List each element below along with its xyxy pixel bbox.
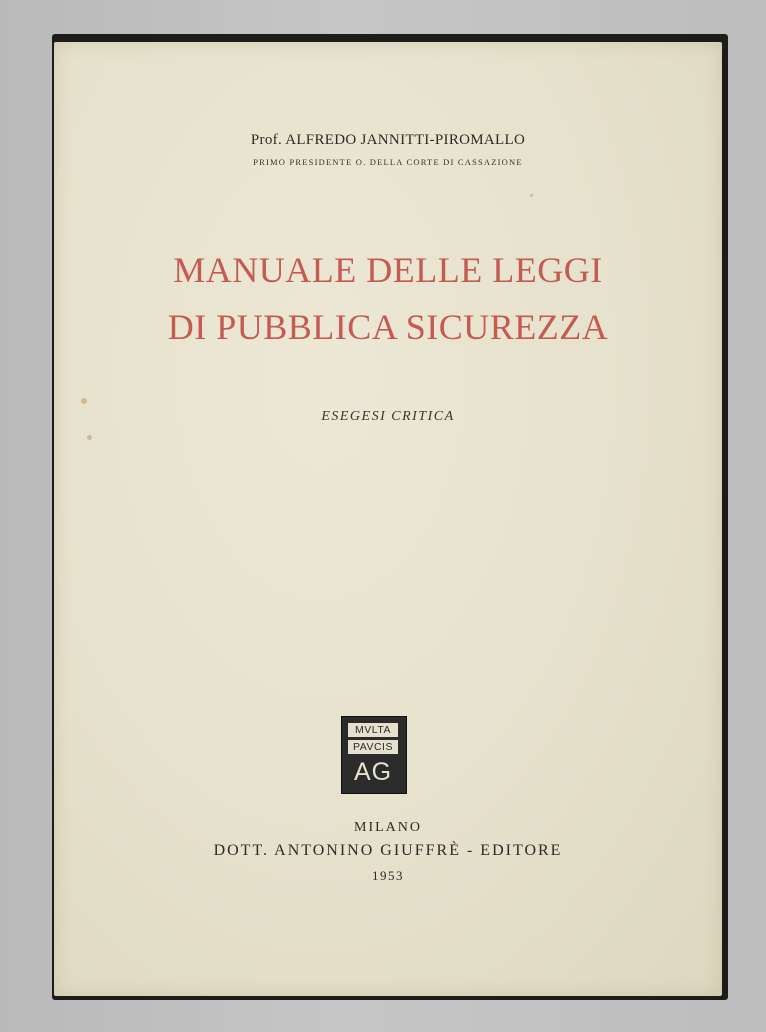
foxing-spot (530, 194, 533, 197)
publication-year: 1953 (372, 868, 404, 883)
foxing-spot (87, 435, 92, 440)
publisher-logo (341, 716, 407, 794)
publisher-name: DOTT. ANTONINO GIUFFRÈ - EDITORE (213, 842, 563, 859)
logo-monogram: AG (353, 758, 393, 786)
foxing-spot (81, 398, 87, 404)
author-name: Prof. ALFREDO JANNITTI-PIROMALLO (250, 132, 526, 148)
logo-motto-line-1: MVLTA (348, 723, 398, 737)
book-subtitle: ESEGESI CRITICA (321, 409, 455, 424)
book-cover (54, 42, 722, 996)
book-title-line-1: MANUALE DELLE LEGGI (173, 250, 603, 290)
publication-city: MILANO (354, 820, 422, 835)
logo-motto-line-2: PAVCIS (348, 740, 398, 754)
author-role: PRIMO PRESIDENTE O. DELLA CORTE DI CASSAZIONE (253, 157, 523, 167)
book-title-line-2: DI PUBBLICA SICUREZZA (167, 307, 609, 347)
